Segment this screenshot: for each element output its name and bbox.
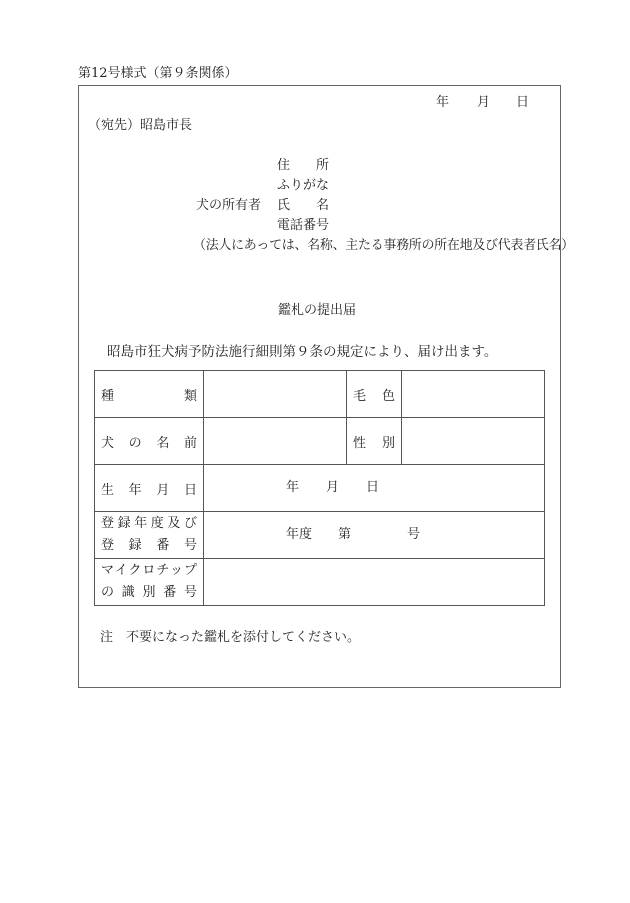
form-number: 第12号様式（第９条関係） xyxy=(78,66,238,81)
registration-year-suffix: 年度 xyxy=(286,527,313,542)
registration-field[interactable] xyxy=(204,512,545,559)
dog-name-field[interactable] xyxy=(204,418,347,465)
table-row xyxy=(95,465,545,512)
dog-name-label: 犬の名前 xyxy=(101,435,197,451)
date-month: 月 xyxy=(477,95,491,110)
birth-month: 月 xyxy=(326,480,340,495)
owner-address-label: 住所 xyxy=(277,158,329,173)
birth-year: 年 xyxy=(286,480,300,495)
owner-corporate-note: （法人にあっては、名称、主たる事務所の所在地及び代表者氏名） xyxy=(193,238,574,253)
registration-label-line1: 登録年度及び xyxy=(101,516,197,531)
microchip-field[interactable] xyxy=(204,559,545,606)
table-row xyxy=(95,559,545,606)
statement: 昭島市狂犬病予防法施行細則第９条の規定により、届け出ます。 xyxy=(107,344,498,360)
date-day: 日 xyxy=(516,95,530,110)
table-row xyxy=(95,512,545,559)
breed-label: 種類 xyxy=(101,388,197,404)
coat-color-label: 毛色 xyxy=(353,388,395,404)
table-row xyxy=(95,371,545,418)
owner-phone-label: 電話番号 xyxy=(277,218,330,233)
birth-day: 日 xyxy=(366,480,380,495)
owner-name-label: 氏名 xyxy=(277,198,329,213)
footnote: 注 不要になった鑑札を添付してください。 xyxy=(100,630,361,645)
coat-color-field[interactable] xyxy=(402,371,545,418)
breed-field[interactable] xyxy=(204,371,347,418)
sex-label: 性別 xyxy=(353,435,395,451)
sex-field[interactable] xyxy=(402,418,545,465)
birth-date-field[interactable] xyxy=(204,465,545,512)
addressee: （宛先）昭島市長 xyxy=(88,118,193,133)
owner-group-label: 犬の所有者 xyxy=(196,198,262,213)
birth-date-label: 生年月日 xyxy=(101,482,197,498)
table-row xyxy=(95,418,545,465)
registration-number-prefix: 第 xyxy=(338,527,352,542)
microchip-label-line1: マイクロチップ xyxy=(101,563,197,578)
registration-label-line2: 登録番号 xyxy=(101,538,197,553)
document-title: 鑑札の提出届 xyxy=(278,303,357,318)
dog-info-table xyxy=(94,370,545,606)
date-year: 年 xyxy=(436,95,450,110)
registration-number-suffix: 号 xyxy=(407,527,421,542)
microchip-label-line2: の識別番号 xyxy=(101,585,197,600)
owner-furigana-label: ふりがな xyxy=(277,178,330,193)
